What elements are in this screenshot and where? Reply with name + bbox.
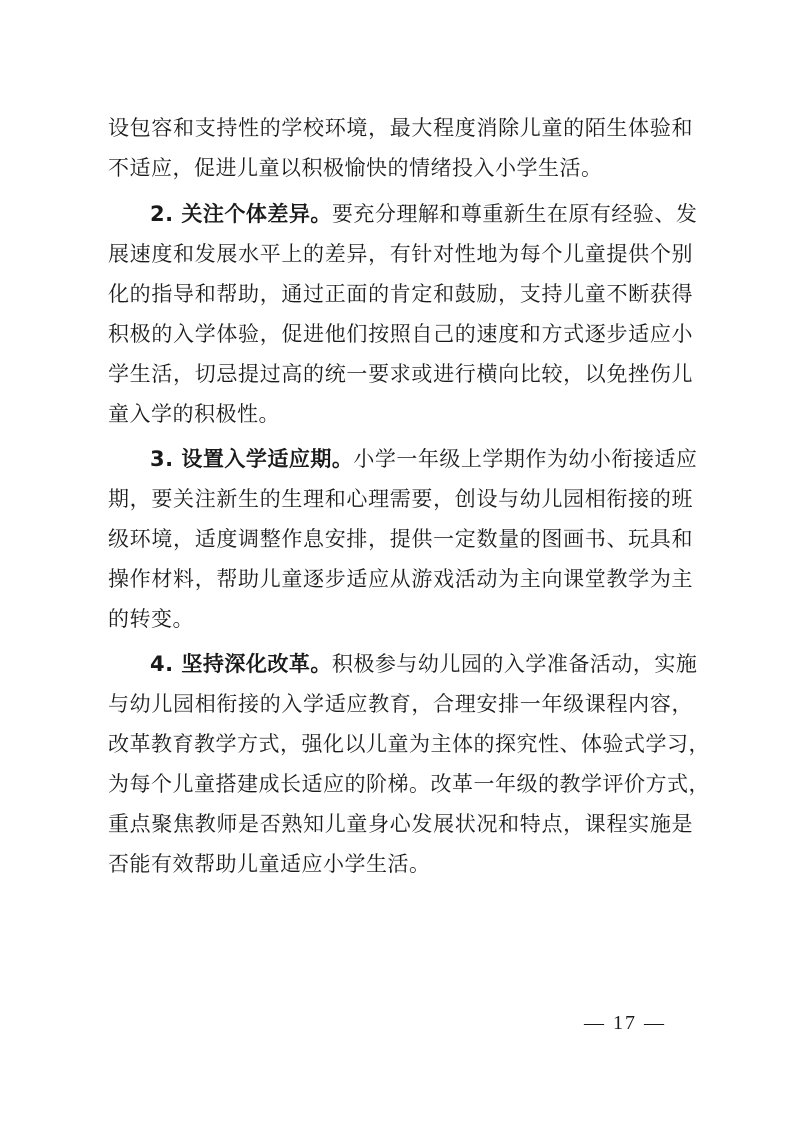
body-text-line: 与幼儿园相衔接的入学适应教育，合理安排一年级课程内容，: [108, 692, 693, 716]
section-heading-4: 4. 坚持深化改革。: [150, 652, 332, 676]
body-text-line: 设包容和支持性的学校环境，最大程度消除儿童的陌生体验和: [108, 116, 693, 140]
body-text-fragment: 小学一年级上学期作为幼小衔接适应: [353, 447, 698, 471]
section-heading-3: 3. 设置入学适应期。: [150, 447, 354, 471]
body-text-fragment: 积极参与幼儿园的入学准备活动，实施: [331, 652, 698, 676]
body-text-line: 展速度和发展水平上的差异，有针对性地为每个儿童提供个别: [108, 242, 693, 266]
paragraph-2-first-line: [150, 194, 698, 234]
page-number: — 17 —: [584, 1012, 666, 1034]
body-text-line: 的转变。: [108, 607, 194, 631]
body-text-line: 重点聚焦教师是否熟知儿童身心发展状况和特点，课程实施是: [108, 812, 693, 836]
body-text-line: 化的指导和帮助，通过正面的肯定和鼓励，支持儿童不断获得: [108, 282, 693, 306]
body-text-line: 学生活，切忌提过高的统一要求或进行横向比较，以免挫伤儿: [108, 362, 693, 386]
paragraph-3-first-line: [150, 439, 698, 479]
body-text-line: 童入学的积极性。: [108, 402, 280, 426]
body-text-line: 否能有效帮助儿童适应小学生活。: [108, 852, 431, 876]
body-text-line: 改革教育教学方式，强化以儿童为主体的探究性、体验式学习，: [108, 732, 710, 756]
section-heading-2: 2. 关注个体差异。: [150, 202, 332, 226]
body-text-line: 积极的入学体验，促进他们按照自己的速度和方式逐步适应小: [108, 322, 693, 346]
paragraph-4-first-line: [150, 644, 698, 684]
body-text-fragment: 要充分理解和尊重新生在原有经验、发: [331, 202, 698, 226]
body-text-line: 级环境，适度调整作息安排，提供一定数量的图画书、玩具和: [108, 527, 693, 551]
body-text-line: 不适应，促进儿童以积极愉快的情绪投入小学生活。: [108, 156, 603, 180]
body-text-line: 为每个儿童搭建成长适应的阶梯。改革一年级的教学评价方式，: [108, 772, 710, 796]
body-text-line: 操作材料，帮助儿童逐步适应从游戏活动为主向课堂教学为主: [108, 567, 693, 591]
body-text-line: 期，要关注新生的生理和心理需要，创设与幼儿园相衔接的班: [108, 487, 693, 511]
